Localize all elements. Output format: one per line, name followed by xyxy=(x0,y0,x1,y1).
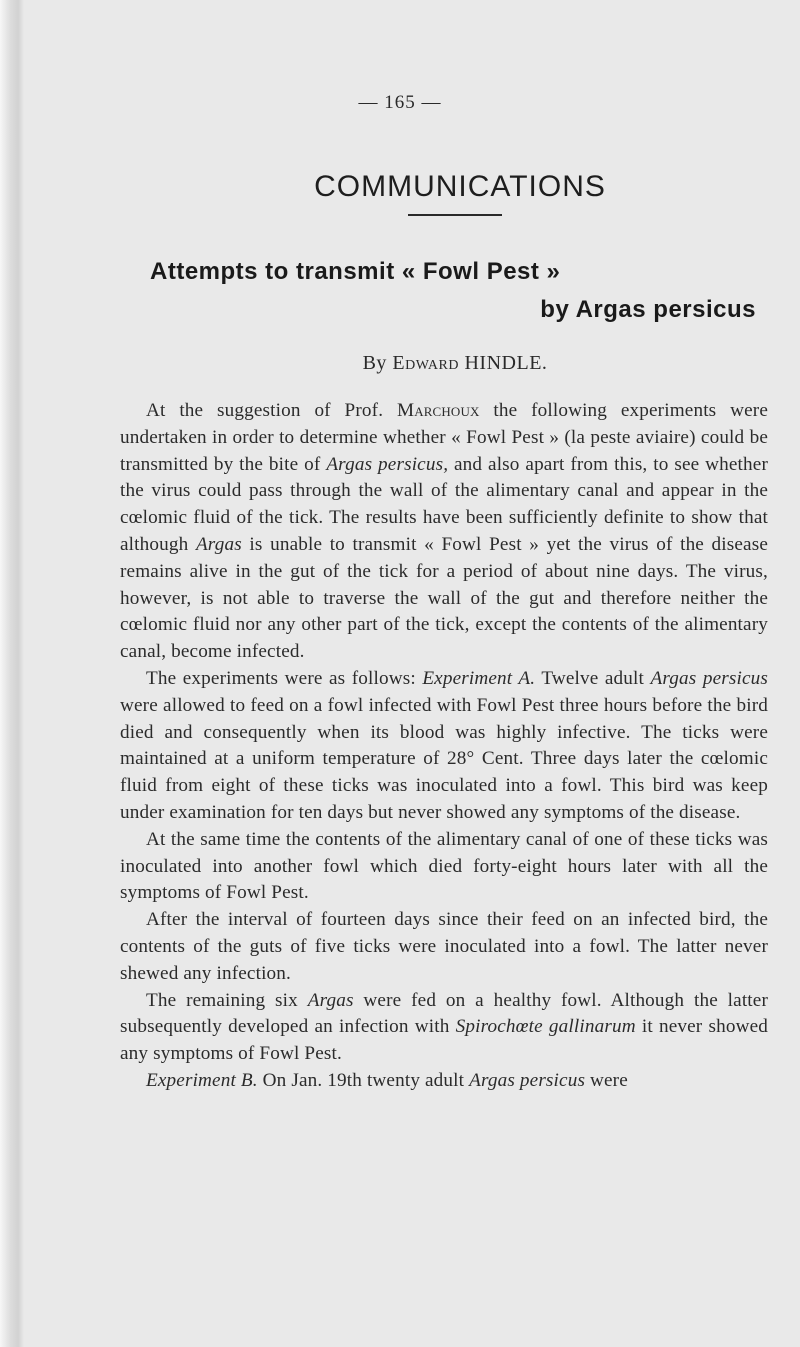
page-number: — 165 — xyxy=(358,92,442,113)
article-title-line-2: by Argas persicus xyxy=(540,296,756,323)
author-byline xyxy=(0,352,800,375)
text-run: is unable to transmit « Fowl Pest » yet the virus of the disease remains alive in the gut of the tick for a period of about nine days. The virus, however, is not able to traverse the wall of the gut and therefore neither the cœlomic fluid nor any other part of the tick, except the contents of the alimentary canal, become infected. xyxy=(120,533,769,663)
species-name: Argas persicus, xyxy=(326,453,449,475)
species-name: Argas persicus xyxy=(469,1069,586,1091)
paragraph-5 xyxy=(120,988,768,1068)
article-body xyxy=(120,398,768,1095)
author-first-name: Edward xyxy=(392,352,459,374)
text-run: The experiments were as follows: xyxy=(146,667,423,689)
text-run: were allowed to feed on a fowl infected with Fowl Pest three hours before the bird died and consequently when its blood was highly infective. The ticks were maintained at a uniform temperature of 28° Cent. Three days later the cœlomic fluid from eight of these ticks was inoculated into a fowl. This bird was keep under examination for ten days but never showed any symptoms of the disease. xyxy=(120,694,768,823)
paragraph-6 xyxy=(120,1068,768,1095)
text-run: Twelve adult xyxy=(535,667,651,689)
text-run: it never showed any symptoms of Fowl Pest. xyxy=(120,1016,769,1065)
paragraph-4: After the interval of fourteen days since their feed on an infected bird, the contents of the guts of five ticks were inoculated into a fowl. The latter never shewed any infection. xyxy=(120,909,768,984)
text-run: were fed on a healthy fowl. Although the latter subsequently developed an infection with xyxy=(120,989,768,1038)
section-heading: COMMUNICATIONS xyxy=(314,170,606,203)
text-run: At the suggestion of Prof. xyxy=(146,400,397,421)
person-name: Marchoux xyxy=(396,400,480,421)
species-name: Spirochœte gallinarum xyxy=(455,1016,636,1038)
experiment-label: Experiment B. xyxy=(146,1069,258,1091)
species-name: Argas xyxy=(307,989,354,1011)
byline-prefix: By xyxy=(362,352,387,374)
heading-rule xyxy=(408,214,502,216)
species-name: Argas xyxy=(195,533,242,555)
text-run: the following experiments were undertaken in order to determine whether « Fowl Pest » (la peste aviaire) could be transmitted by the bite of xyxy=(120,400,768,475)
author-last-name: HINDLE. xyxy=(464,352,548,374)
species-name: Argas persicus xyxy=(650,667,768,689)
text-run: The remaining six xyxy=(146,989,308,1011)
text-run: and also apart from this, to see whether the virus could pass through the wall of the alimentary canal and appear in the cœlomic fluid of the tick. The results have been sufficiently definite to show that although xyxy=(120,453,768,555)
text-run: On Jan. 19th twenty adult xyxy=(257,1069,470,1091)
text-run: were xyxy=(585,1069,628,1091)
article-title-line-1: Attempts to transmit « Fowl Pest » xyxy=(150,258,561,285)
paragraph-2 xyxy=(120,666,768,827)
paragraph-1 xyxy=(120,398,768,666)
paragraph-3: At the same time the contents of the alimentary canal of one of these ticks was inoculated into another fowl which died forty-eight hours later with all the symptoms of Fowl Pest. xyxy=(120,828,768,904)
experiment-label: Experiment A. xyxy=(422,667,536,689)
